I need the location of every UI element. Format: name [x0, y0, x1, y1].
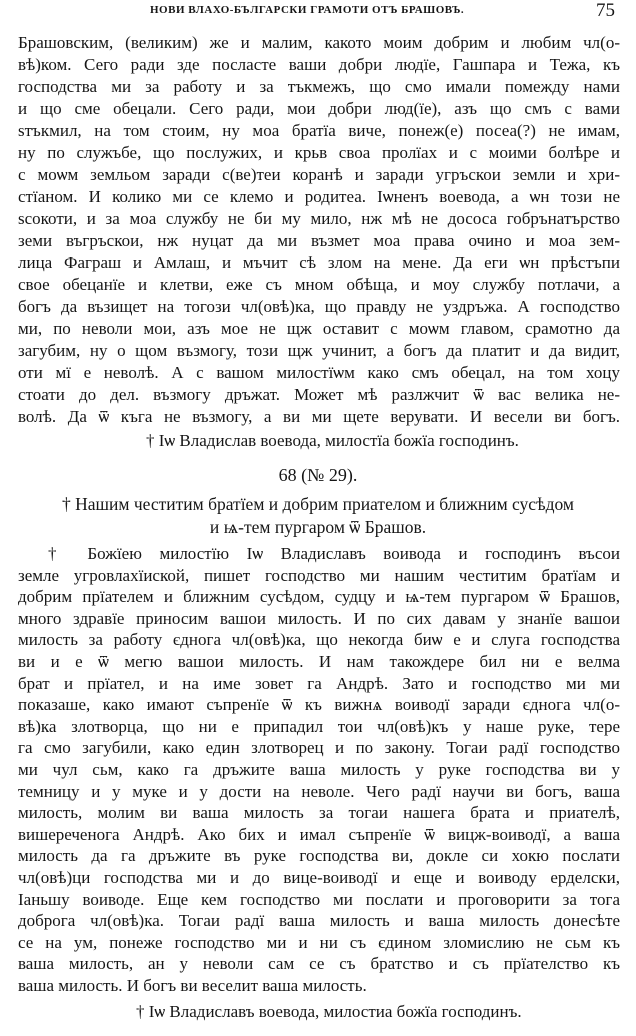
text-line: ви и е ѿ мегю вашои милость. И нам такождере бил ни е велма: [18, 651, 620, 671]
running-header: НОВИ ВЛАХО-БЪЛГАРСКИ ГРАМОТИ ОТЪ БРАШОВЪ.: [150, 4, 465, 16]
charter-67-signature: † Іѡ Владислав воевода, милостїа божїа господинъ.: [146, 431, 519, 450]
text-line: показаше, како имают съпренїе ѿ къ вижнѧ воиводї заради єднога чл(о-: [18, 695, 620, 715]
charter-67-text: [18, 32, 620, 428]
text-line: загубим, ну о щом възмогу, този щж учинит, а богъ да платит и да видит,: [18, 341, 620, 360]
text-line: волѣ. Да ѿ къга не възмогу, а ви ми щете верувати. И весели ви богъ.: [18, 407, 620, 426]
text-line: богъ да възищет на тогози чл(овѣ)ка, що правду не уздръжа. А господство: [18, 297, 620, 316]
charter-number: 68 (№ 29).: [278, 465, 358, 485]
text-line: свое обецанїе и клетви, еже съ мном обѣща, и моу службу потлачи, а: [18, 275, 620, 294]
text-line: Іаньшу воиводе. Еще кем господство ми послати и проговорити за тога: [18, 889, 620, 909]
text-line: ми чул сьм, како га дръжите ваша милость у руке господства ви у: [18, 759, 620, 779]
text-line: Брашовским, (великим) же и малим, какото моим добрим и любим чл(о-: [18, 33, 620, 52]
charter-68-address-line-2: и ѩ-тем пургаром ѿ Брашов.: [209, 517, 427, 537]
text-line: земле угровлахїиской, пишет господство ми нашим честитим братїам и: [18, 565, 620, 585]
text-line: стїаном. И колико ми се клемо и родитеа. Іѡненъ воевода, а ѡн този не: [18, 187, 620, 206]
text-line: много здравїе приносим вашои милость. И по сих давам у знанїе вашои: [18, 608, 620, 628]
charter-68-text: [18, 543, 620, 996]
text-line: милость, молим ви ваша милость за тогаи нашега брата и приателѣ,: [18, 803, 620, 823]
text-line: милость за работу єднога чл(овѣ)ка, що некогда биѡ е и слуга господства: [18, 630, 620, 650]
text-line: ѕтъкмил, на том стоим, ну моа братїа виче, понеж(е) посеа(?) не имам,: [18, 121, 620, 140]
text-line: лица Фаграш и Амлаш, и мъчит сѣ злом на мене. Да еги ѡн прѣстъпи: [18, 253, 620, 272]
text-line: и що сме обецали. Сего ради, мои добри люд(їе), азъ що смъ с вами: [18, 99, 620, 118]
text-line: брат и прїател, и на име зовет га Андрѣ. Зато и господство ми ми: [18, 673, 620, 693]
text-line: господства ми за работу и за тъкмежъ, що смо имали помежду нами: [18, 77, 620, 96]
text-line: † Божїею милостїю Іѡ Владиславъ воивода и господинъ въсои: [48, 544, 620, 563]
text-line: стоати до дел. възмогу дръжат. Может мѣ разлжчит ѿ вас велика не-: [18, 385, 620, 404]
text-line: милость да га дръжите въ руке господства ви, докле си хокю послати: [18, 846, 620, 866]
text-line: ваша милость. И богъ ви веселит ваша милость.: [18, 975, 367, 995]
text-line: ну по служъбе, що послужих, и крьв своа пролїах и с моими болѣре и: [18, 143, 620, 162]
charter-68-address-line-1: † Нашим честитим братїем и добрим приателом и ближним сусѣдом: [62, 494, 574, 514]
text-line: вѣ)ком. Сего ради зде посласте ваши добри людїе, Гашпара и Тежа, къ: [18, 55, 620, 74]
text-line: ваша милость, ан у неволи сам се съ братство и съ прїателство къ: [18, 954, 620, 974]
text-line: с моѡм земльом заради с(ве)теи коранѣ и заради угръскои земли и хри-: [18, 165, 620, 184]
charter-68-signature: † Іѡ Владиславъ воевода, милостиа божїа господинъ.: [136, 1002, 522, 1021]
text-line: га смо загубили, како един злотворец и по закону. Тогаи радї господство: [18, 738, 620, 758]
text-line: доброга чл(овѣ)ка. Тогаи радї ваша милость и ваша милость донесѣте: [18, 911, 620, 931]
text-line: вишереченога Андрѣ. Ако бих и имал съпренїе ѿ вицж-воиводї, а ваша: [18, 824, 620, 844]
text-line: земи въгръскои, нж нуцат да ми възмет моа права очино и моа зем-: [18, 231, 620, 250]
text-line: вѣ)ка злотворца, що ни е припадил тои чл(овѣ)къ у наше руке, тере: [18, 716, 620, 736]
text-line: се на ум, понеже господство ми и ни съ єдином зломислию не сьм къ: [18, 932, 620, 952]
text-line: ѕсокоти, и за моа службу не би му мило, нж мѣ не дососа гобрънатърство: [18, 209, 620, 228]
text-line: добрим прїателем и ближним сусѣдом, судцу и ѩ-тем пургаром ѿ Брашов,: [18, 587, 620, 607]
page-number: 75: [596, 0, 615, 21]
text-line: чл(овѣ)ци господства ми и до вице-воиводї и еще и воиводу ерделски,: [18, 867, 620, 887]
text-line: ми, по неволи мои, азъ мое не щж оставит с моѡм главом, срамотно да: [18, 319, 620, 338]
text-line: оти мї е неволѣ. А с вашом милостїѡм како смъ обецал, на том хоцу: [18, 363, 620, 382]
text-line: темницу и у муке и у дости на неволе. Чего радї научи ви богъ, ваша: [18, 781, 620, 801]
